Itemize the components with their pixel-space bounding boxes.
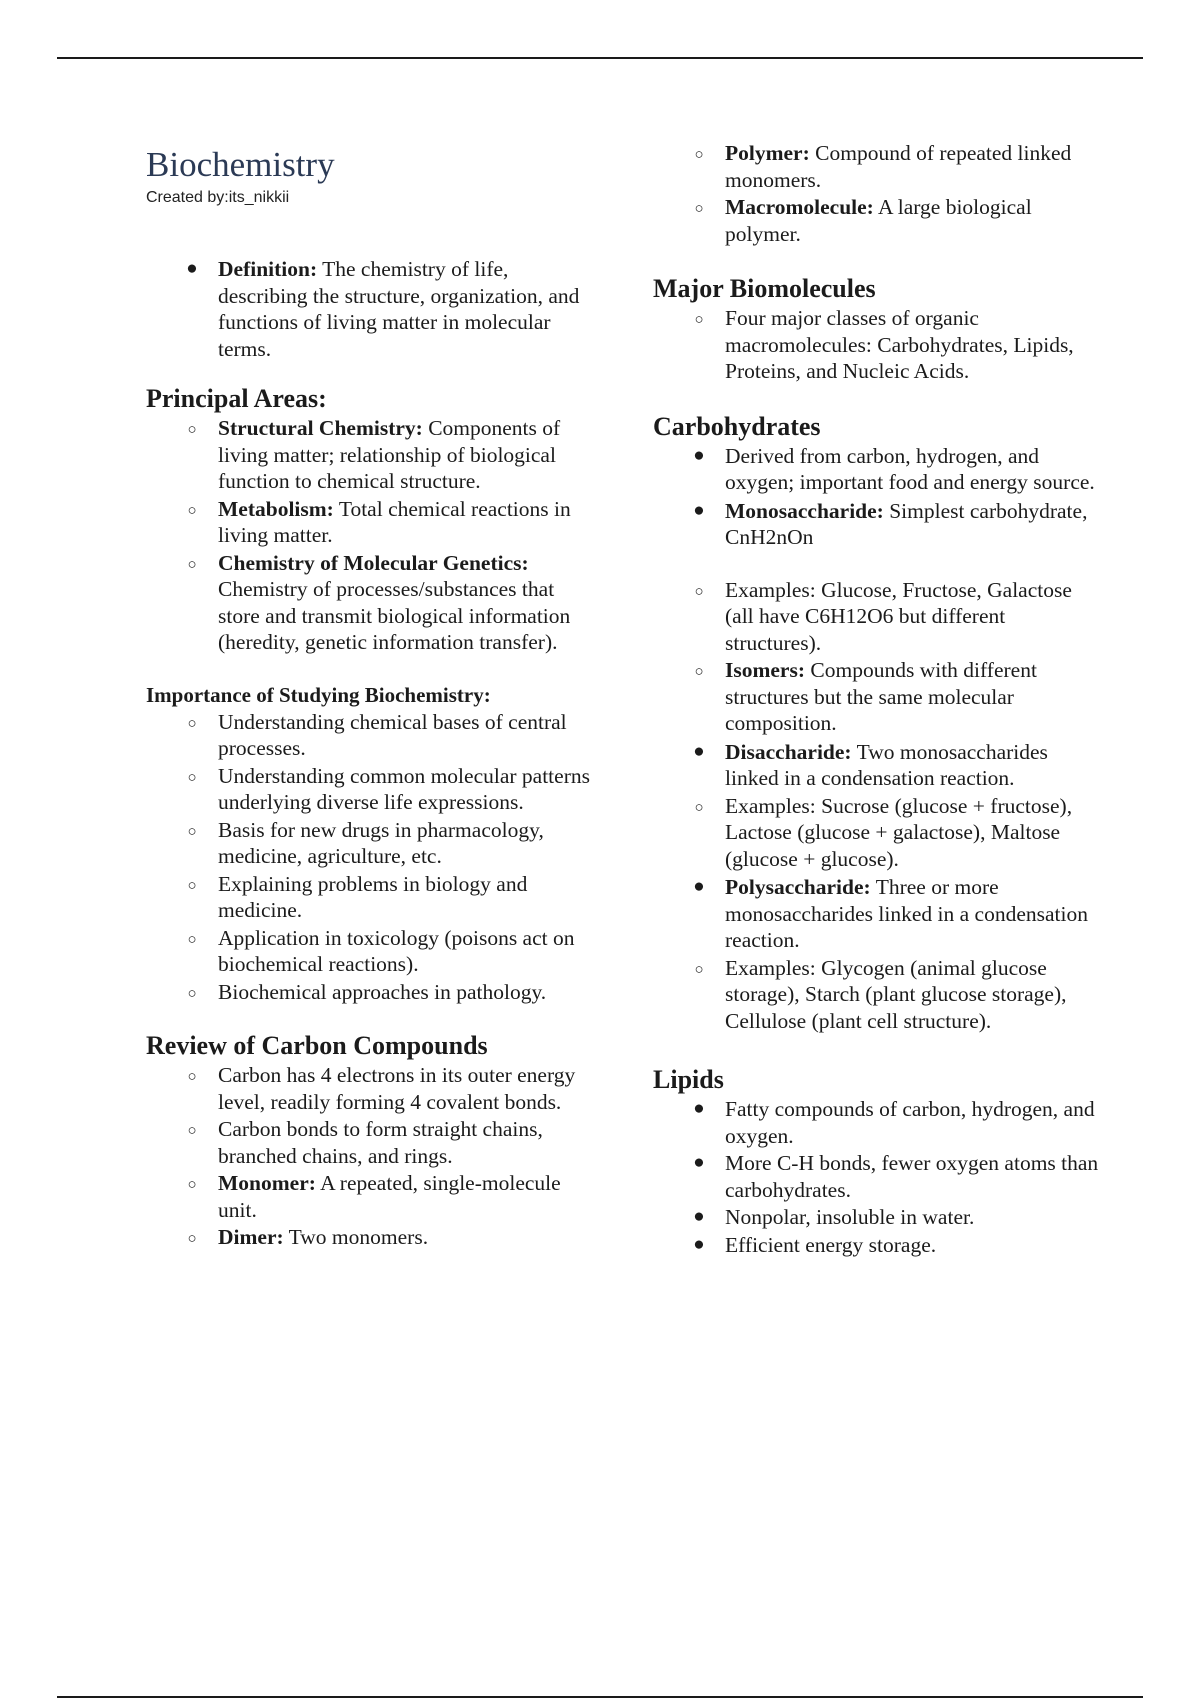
principal-areas-heading: Principal Areas: [146,384,327,413]
circle-bullet-icon: ○ [187,1231,197,1247]
bullet-icon: ● [693,1206,705,1227]
list-item: ○ Explaining problems in biology and medicine. [146,871,596,924]
lipids-heading: Lipids [653,1065,724,1094]
circle-bullet-icon: ○ [187,769,197,786]
circle-bullet-icon: ○ [694,147,704,163]
circle-bullet-icon: ○ [187,877,197,894]
importance-list [146,709,596,1006]
circle-bullet-icon: ○ [694,583,704,600]
importance-heading: Importance of Studying Biochemistry: [146,682,491,707]
bullet-icon: ● [186,258,198,279]
list-item: ● Definition: The chemistry of life, describing the structure, organization, and functions of living matter in molecular terms. [146,256,596,362]
right-column [653,140,1103,1259]
circle-bullet-icon: ○ [187,1177,197,1193]
list-item: ● Derived from carbon, hydrogen, and oxygen; important food and energy source. [653,443,1103,496]
list-item: ○ Biochemical approaches in pathology. [146,979,596,1006]
list-item: ○ Application in toxicology (poisons act on biochemical reactions). [146,925,596,978]
list-item: ○ Polymer: Compound of repeated linked monomers. [653,140,1103,193]
bullet-icon: ● [693,740,705,762]
carbohydrates-heading: Carbohydrates [653,411,821,441]
circle-bullet-icon: ○ [187,823,197,840]
major-biomolecules-heading: Major Biomolecules [653,274,876,303]
circle-bullet-icon: ○ [187,1069,197,1085]
bullet-icon: ● [693,444,705,466]
list-item: ○ Structural Chemistry: Components of living matter; relationship of biological function to chemical structure. [146,415,596,495]
bullet-icon: ● [693,499,705,521]
list-item: ○ Examples: Glycogen (animal glucose storage), Starch (plant glucose storage), Cellulose (plant cell structure). [653,955,1103,1035]
circle-bullet-icon: ○ [694,961,704,978]
list-item: ● Polysaccharide: Three or more monosaccharides linked in a condensation reaction. [653,874,1103,954]
list-item: ● Fatty compounds of carbon, hydrogen, and oxygen. [653,1096,1103,1149]
list-item: ○ Four major classes of organic macromolecules: Carbohydrates, Lipids, Proteins, and Nucleic Acids. [653,305,1103,385]
bullet-icon: ● [693,1098,705,1119]
circle-bullet-icon: ○ [694,201,704,217]
list-item: ○ Carbon bonds to form straight chains, branched chains, and rings. [146,1116,596,1169]
circle-bullet-icon: ○ [187,556,197,573]
principal-areas-list [146,415,596,656]
circle-bullet-icon: ○ [187,502,197,519]
left-column [146,138,596,1252]
bullet-icon: ● [693,876,705,897]
list-item: ○ Basis for new drugs in pharmacology, medicine, agriculture, etc. [146,817,596,870]
circle-bullet-icon: ○ [187,985,197,1002]
list-item: ○ Chemistry of Molecular Genetics: Chemistry of processes/substances that store and transmit biological information (heredity, genetic information transfer). [146,550,596,656]
circle-bullet-icon: ○ [694,312,704,328]
top-rule [57,57,1143,59]
list-item: ○ Isomers: Compounds with different structures but the same molecular composition. [653,657,1103,737]
bullet-icon: ● [693,1152,705,1173]
list-item: ● More C-H bonds, fewer oxygen atoms than carbohydrates. [653,1150,1103,1203]
circle-bullet-icon: ○ [694,799,704,816]
circle-bullet-icon: ○ [187,931,197,948]
circle-bullet-icon: ○ [187,422,197,438]
carbon-compounds-heading: Review of Carbon Compounds [146,1031,488,1060]
definition-list [146,256,596,362]
list-item: ○ Examples: Glucose, Fructose, Galactose (all have C6H12O6 but different structures). [653,577,1103,657]
carbohydrates-list [653,443,1103,1035]
page-title: Biochemistry [146,145,335,184]
list-item: ○ Examples: Sucrose (glucose + fructose), Lactose (glucose + galactose), Maltose (glucose + glucose). [653,793,1103,873]
circle-bullet-icon: ○ [187,1123,197,1139]
bottom-rule [57,1696,1143,1698]
carbon-compounds-continued-list [653,140,1103,247]
lipids-list [653,1096,1103,1258]
carbon-compounds-list [146,1062,596,1251]
circle-bullet-icon: ○ [187,715,197,732]
author-line: Created by:its_nikkii [146,189,290,206]
list-item: ○ Metabolism: Total chemical reactions in living matter. [146,496,596,549]
list-item: ○ Dimer: Two monomers. [146,1224,596,1251]
major-biomolecules-list [653,305,1103,385]
bullet-icon: ● [693,1233,705,1255]
circle-bullet-icon: ○ [694,664,704,680]
list-item: ○ Carbon has 4 electrons in its outer energy level, readily forming 4 covalent bonds. [146,1062,596,1115]
list-item: ○ Monomer: A repeated, single-molecule unit. [146,1170,596,1223]
list-item: ○ Understanding chemical bases of central processes. [146,709,596,762]
list-item: ● Nonpolar, insoluble in water. [653,1204,1103,1231]
list-item: ● Disaccharide: Two monosaccharides linked in a condensation reaction. [653,739,1103,792]
list-item: ○ Understanding common molecular patterns underlying diverse life expressions. [146,763,596,816]
list-item: ● Monosaccharide: Simplest carbohydrate, CnH2nOn [653,498,1103,551]
list-item: ● Efficient energy storage. [653,1232,1103,1259]
list-item: ○ Macromolecule: A large biological polymer. [653,194,1103,247]
